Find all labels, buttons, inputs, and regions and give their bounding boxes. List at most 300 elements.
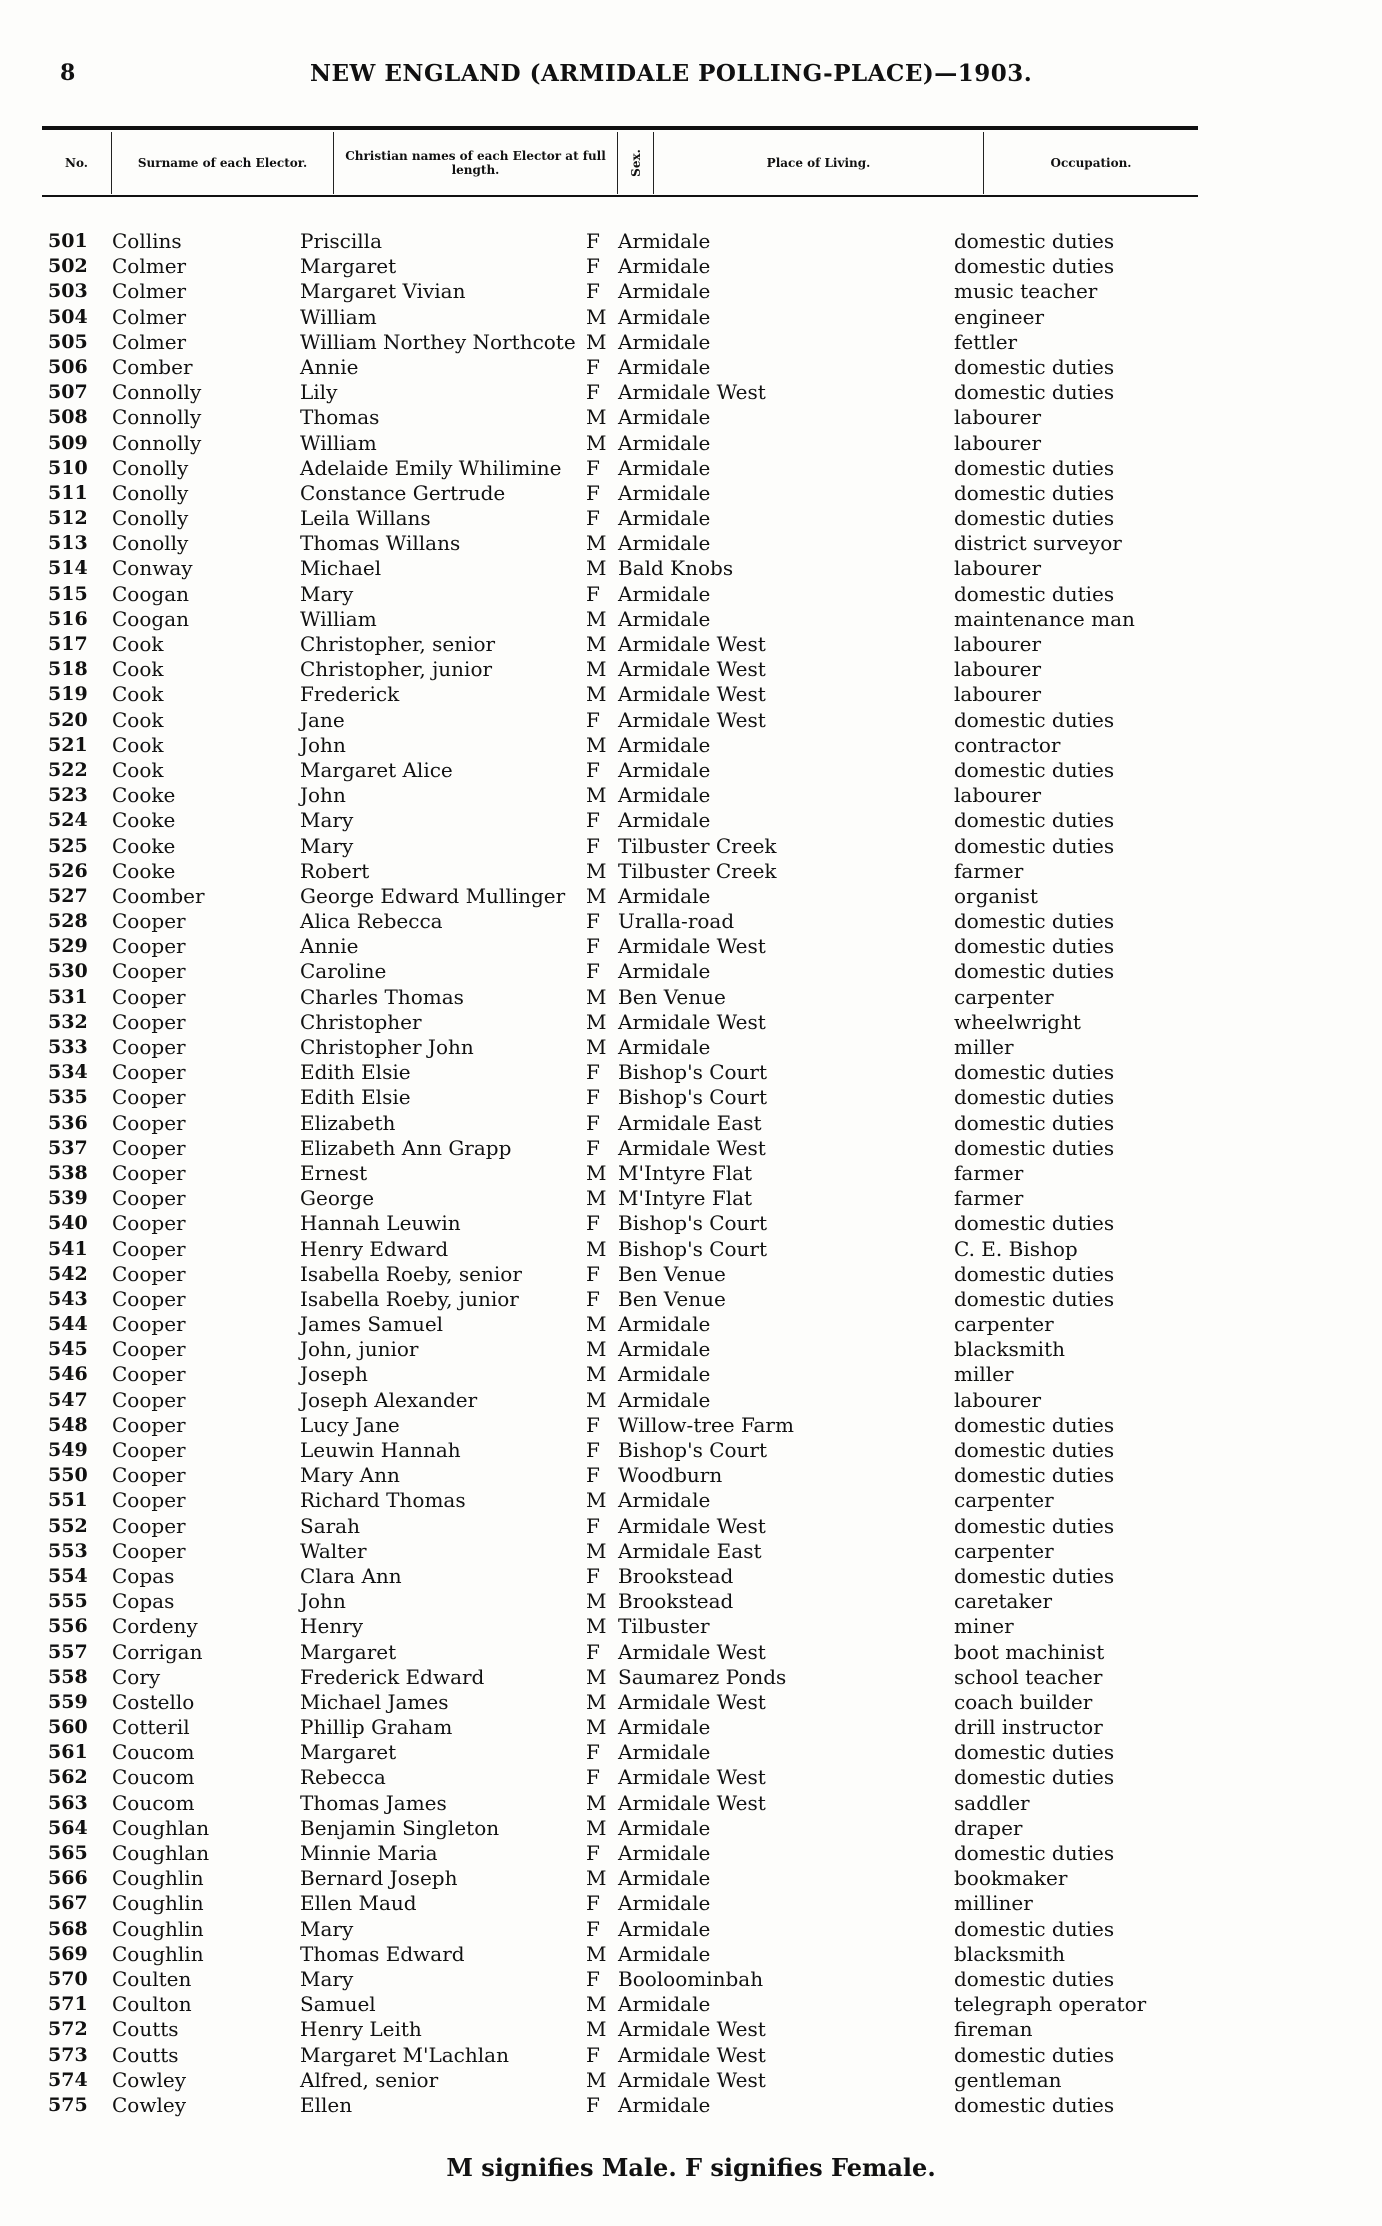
elector-occupation: domestic duties xyxy=(954,506,1115,531)
elector-christian-names: Elizabeth Ann Grapp xyxy=(300,1135,512,1160)
elector-number: 507 xyxy=(48,381,88,404)
elector-occupation: miller xyxy=(954,1035,1014,1059)
elector-occupation: domestic duties xyxy=(954,757,1115,782)
elector-occupation: domestic duties xyxy=(954,808,1115,833)
elector-number: 551 xyxy=(48,1489,88,1512)
elector-occupation: domestic duties xyxy=(954,1841,1115,1865)
elector-number: 550 xyxy=(48,1464,88,1487)
elector-christian-names: Benjamin Singleton xyxy=(300,1815,500,1840)
table-row xyxy=(0,808,1382,833)
elector-occupation: maintenance man xyxy=(954,606,1135,631)
elector-surname: Cook xyxy=(112,757,164,782)
elector-christian-names: Rebecca xyxy=(300,1765,386,1790)
elector-surname: Connolly xyxy=(112,430,202,455)
elector-christian-names: Samuel xyxy=(300,1992,376,2017)
elector-place: Ben Venue xyxy=(618,1286,726,1311)
elector-sex: F xyxy=(586,1966,600,1991)
table-row xyxy=(0,405,1382,430)
elector-place: Armidale West xyxy=(618,1639,766,1664)
elector-place: Armidale xyxy=(618,405,711,430)
elector-surname: Cowley xyxy=(112,2067,186,2092)
elector-number: 526 xyxy=(48,859,88,882)
elector-surname: Coogan xyxy=(112,581,189,606)
elector-place: Armidale xyxy=(618,430,711,455)
elector-christian-names: Christopher xyxy=(300,1009,422,1034)
elector-surname: Cooper xyxy=(112,1337,186,1362)
elector-sex: M xyxy=(586,1790,607,1815)
elector-occupation: district surveyor xyxy=(954,531,1122,556)
elector-sex: F xyxy=(586,1639,600,1664)
elector-christian-names: Christopher John xyxy=(300,1035,474,1059)
elector-surname: Coutts xyxy=(112,2042,179,2067)
elector-occupation: fireman xyxy=(954,2017,1033,2042)
elector-occupation: engineer xyxy=(954,304,1045,329)
elector-sex: F xyxy=(586,707,600,732)
elector-number: 531 xyxy=(48,985,88,1008)
elector-christian-names: Sarah xyxy=(300,1513,360,1538)
elector-occupation: labourer xyxy=(954,682,1042,707)
elector-occupation: bookmaker xyxy=(954,1866,1068,1891)
table-row xyxy=(0,607,1382,632)
table-row xyxy=(0,1967,1382,1992)
elector-sex: F xyxy=(586,1463,600,1488)
elector-sex: F xyxy=(586,1740,600,1765)
elector-occupation: farmer xyxy=(954,1160,1024,1185)
elector-sex: M xyxy=(586,1689,607,1714)
elector-sex: M xyxy=(586,984,607,1009)
elector-list xyxy=(0,229,1382,2118)
table-row xyxy=(0,632,1382,657)
elector-place: Saumarez Ponds xyxy=(618,1664,787,1689)
table-row xyxy=(0,1891,1382,1916)
elector-christian-names: Edith Elsie xyxy=(300,1060,411,1085)
elector-place: Bishop's Court xyxy=(618,1211,768,1236)
elector-number: 559 xyxy=(48,1690,88,1713)
elector-sex: M xyxy=(586,1866,607,1891)
elector-christian-names: Hannah Leuwin xyxy=(300,1211,461,1236)
elector-sex: M xyxy=(586,858,607,883)
elector-surname: Cooper xyxy=(112,1060,186,1085)
elector-place: Armidale East xyxy=(618,1110,762,1135)
elector-occupation: domestic duties xyxy=(954,455,1115,480)
elector-christian-names: William xyxy=(300,606,377,631)
elector-number: 528 xyxy=(48,910,88,933)
header-sex-label: Sex. xyxy=(628,149,643,177)
elector-place: Armidale xyxy=(618,1916,711,1941)
elector-number: 519 xyxy=(48,683,88,706)
elector-sex: F xyxy=(586,808,600,833)
elector-place: Armidale xyxy=(618,1815,711,1840)
elector-number: 523 xyxy=(48,784,88,807)
table-row xyxy=(0,254,1382,279)
elector-sex: F xyxy=(586,757,600,782)
elector-place: Armidale xyxy=(618,606,711,631)
elector-place: Armidale xyxy=(618,1035,711,1059)
table-row xyxy=(0,431,1382,456)
elector-surname: Cowley xyxy=(112,2092,186,2117)
elector-christian-names: Frederick Edward xyxy=(300,1664,485,1689)
elector-surname: Connolly xyxy=(112,405,202,430)
elector-occupation: labourer xyxy=(954,430,1042,455)
elector-occupation: boot machinist xyxy=(954,1639,1105,1664)
elector-sex: F xyxy=(586,833,600,858)
elector-christian-names: Margaret Vivian xyxy=(300,279,466,304)
elector-place: Armidale xyxy=(618,254,711,279)
table-row xyxy=(0,1237,1382,1262)
elector-christian-names: Charles Thomas xyxy=(300,984,464,1009)
elector-occupation: labourer xyxy=(954,405,1042,430)
elector-occupation: caretaker xyxy=(954,1589,1052,1614)
elector-occupation: saddler xyxy=(954,1790,1030,1815)
elector-place: Armidale xyxy=(618,229,711,253)
elector-number: 564 xyxy=(48,1816,88,1839)
table-row xyxy=(0,2068,1382,2093)
elector-sex: M xyxy=(586,2017,607,2042)
elector-place: M'Intyre Flat xyxy=(618,1186,753,1211)
elector-sex: M xyxy=(586,1614,607,1639)
elector-occupation: carpenter xyxy=(954,984,1054,1009)
elector-place: Armidale xyxy=(618,1715,711,1740)
elector-sex: F xyxy=(586,480,600,505)
elector-christian-names: Michael James xyxy=(300,1689,449,1714)
elector-occupation: domestic duties xyxy=(954,581,1115,606)
table-row xyxy=(0,2093,1382,2118)
elector-occupation: miller xyxy=(954,1362,1014,1387)
elector-sex: M xyxy=(586,1387,607,1412)
elector-sex: M xyxy=(586,1186,607,1211)
elector-sex: F xyxy=(586,1563,600,1588)
table-row xyxy=(0,1992,1382,2017)
elector-sex: M xyxy=(586,732,607,757)
elector-occupation: blacksmith xyxy=(954,1337,1065,1362)
elector-occupation: school teacher xyxy=(954,1664,1103,1689)
elector-christian-names: Frederick xyxy=(300,682,400,707)
elector-christian-names: Isabella Roeby, junior xyxy=(300,1286,519,1311)
elector-occupation: labourer xyxy=(954,783,1042,808)
elector-number: 505 xyxy=(48,330,88,353)
elector-christian-names: Joseph Alexander xyxy=(300,1387,478,1412)
elector-sex: M xyxy=(586,1160,607,1185)
elector-christian-names: Priscilla xyxy=(300,229,382,253)
table-row xyxy=(0,708,1382,733)
elector-sex: M xyxy=(586,430,607,455)
table-row xyxy=(0,1287,1382,1312)
elector-number: 509 xyxy=(48,431,88,454)
elector-place: Armidale xyxy=(618,757,711,782)
elector-number: 533 xyxy=(48,1036,88,1058)
elector-surname: Cooper xyxy=(112,1186,186,1211)
elector-christian-names: Thomas xyxy=(300,405,380,430)
table-row xyxy=(0,1035,1382,1060)
elector-sex: M xyxy=(586,783,607,808)
elector-place: Tilbuster Creek xyxy=(618,858,777,883)
elector-number: 548 xyxy=(48,1413,88,1436)
elector-christian-names: Michael xyxy=(300,556,382,581)
elector-place: Bishop's Court xyxy=(618,1085,768,1110)
elector-surname: Coughlin xyxy=(112,1916,204,1941)
elector-place: Armidale West xyxy=(618,1513,766,1538)
elector-number: 532 xyxy=(48,1010,88,1033)
elector-christian-names: James Samuel xyxy=(300,1312,444,1337)
elector-occupation: domestic duties xyxy=(954,1211,1115,1236)
elector-surname: Colmer xyxy=(112,329,187,354)
elector-sex: M xyxy=(586,1312,607,1337)
elector-occupation: domestic duties xyxy=(954,2042,1115,2067)
elector-place: Armidale xyxy=(618,1740,711,1765)
elector-number: 502 xyxy=(48,255,88,278)
elector-occupation: milliner xyxy=(954,1891,1033,1916)
elector-sex: F xyxy=(586,959,600,984)
header-place: Place of Living. xyxy=(654,132,984,194)
elector-number: 565 xyxy=(48,1842,88,1864)
table-row xyxy=(0,859,1382,884)
elector-place: Willow-tree Farm xyxy=(618,1412,794,1437)
elector-christian-names: Robert xyxy=(300,858,370,883)
elector-surname: Conolly xyxy=(112,480,189,505)
elector-occupation: domestic duties xyxy=(954,1110,1115,1135)
header-surname: Surname of each Elector. xyxy=(112,132,334,194)
table-row xyxy=(0,556,1382,581)
table-row xyxy=(0,582,1382,607)
elector-sex: F xyxy=(586,1412,600,1437)
elector-christian-names: Mary Ann xyxy=(300,1463,400,1488)
elector-number: 518 xyxy=(48,658,88,681)
elector-number: 557 xyxy=(48,1640,88,1663)
table-row xyxy=(0,1791,1382,1816)
elector-occupation: gentleman xyxy=(954,2067,1062,2092)
elector-surname: Conolly xyxy=(112,506,189,531)
elector-occupation: domestic duties xyxy=(954,1463,1115,1488)
elector-place: Armidale xyxy=(618,2092,711,2117)
elector-number: 558 xyxy=(48,1665,88,1688)
elector-place: Ben Venue xyxy=(618,1261,726,1286)
elector-christian-names: Christopher, junior xyxy=(300,657,493,682)
elector-sex: F xyxy=(586,2042,600,2067)
elector-surname: Cooper xyxy=(112,1387,186,1412)
elector-occupation: domestic duties xyxy=(954,2092,1115,2117)
elector-sex: F xyxy=(586,1060,600,1085)
elector-sex: F xyxy=(586,254,600,279)
page-title: NEW ENGLAND (ARMIDALE POLLING-PLACE)—1903. xyxy=(310,60,1033,87)
elector-occupation: carpenter xyxy=(954,1538,1054,1563)
elector-number: 542 xyxy=(48,1262,88,1285)
elector-sex: F xyxy=(586,1891,600,1916)
elector-surname: Cooper xyxy=(112,934,186,959)
page-number: 8 xyxy=(60,60,76,86)
elector-place: Armidale xyxy=(618,455,711,480)
elector-christian-names: Clara Ann xyxy=(300,1563,402,1588)
elector-number: 516 xyxy=(48,607,88,630)
elector-sex: F xyxy=(586,1513,600,1538)
elector-occupation: labourer xyxy=(954,632,1042,656)
table-row xyxy=(0,279,1382,304)
elector-christian-names: Margaret Alice xyxy=(300,757,453,782)
elector-sex: M xyxy=(586,1337,607,1362)
elector-occupation: domestic duties xyxy=(954,1966,1115,1991)
table-row xyxy=(0,1765,1382,1790)
table-row xyxy=(0,1060,1382,1085)
table-row xyxy=(0,2017,1382,2042)
elector-number: 568 xyxy=(48,1917,88,1940)
elector-christian-names: Richard Thomas xyxy=(300,1488,466,1513)
elector-place: Armidale xyxy=(618,480,711,505)
elector-number: 561 xyxy=(48,1741,88,1764)
elector-sex: F xyxy=(586,1211,600,1236)
elector-christian-names: Henry Edward xyxy=(300,1236,449,1261)
elector-christian-names: Ellen Maud xyxy=(300,1891,417,1916)
elector-christian-names: Alica Rebecca xyxy=(300,909,443,934)
table-row xyxy=(0,884,1382,909)
elector-number: 555 xyxy=(48,1590,88,1613)
elector-place: Tilbuster Creek xyxy=(618,833,777,858)
elector-occupation: labourer xyxy=(954,657,1042,682)
elector-christian-names: Mary xyxy=(300,1966,354,1991)
elector-occupation: domestic duties xyxy=(954,707,1115,732)
elector-surname: Cooper xyxy=(112,1463,186,1488)
elector-place: Armidale xyxy=(618,304,711,329)
elector-sex: M xyxy=(586,1715,607,1740)
elector-christian-names: Mary xyxy=(300,1916,354,1941)
table-row xyxy=(0,1010,1382,1035)
elector-place: Armidale West xyxy=(618,682,766,707)
elector-surname: Cooper xyxy=(112,1513,186,1538)
table-row xyxy=(0,305,1382,330)
elector-occupation: domestic duties xyxy=(954,354,1115,379)
elector-place: Tilbuster xyxy=(618,1614,710,1639)
elector-number: 515 xyxy=(48,582,88,605)
elector-number: 510 xyxy=(48,456,88,479)
elector-place: Bishop's Court xyxy=(618,1236,768,1261)
table-row xyxy=(0,531,1382,556)
elector-surname: Cooper xyxy=(112,1236,186,1261)
elector-occupation: blacksmith xyxy=(954,1941,1065,1966)
table-row xyxy=(0,985,1382,1010)
elector-number: 547 xyxy=(48,1388,88,1411)
elector-surname: Coucom xyxy=(112,1765,195,1790)
elector-christian-names: Walter xyxy=(300,1538,367,1563)
elector-occupation: domestic duties xyxy=(954,1060,1115,1085)
table-row xyxy=(0,758,1382,783)
elector-surname: Coucom xyxy=(112,1740,195,1765)
elector-occupation: domestic duties xyxy=(954,1261,1115,1286)
elector-occupation: carpenter xyxy=(954,1312,1054,1337)
elector-surname: Cooper xyxy=(112,1286,186,1311)
header-top-rule xyxy=(42,126,1198,130)
elector-place: Armidale East xyxy=(618,1538,762,1563)
elector-occupation: drill instructor xyxy=(954,1715,1103,1740)
elector-christian-names: Thomas James xyxy=(300,1790,447,1815)
elector-number: 512 xyxy=(48,507,88,530)
elector-surname: Cooper xyxy=(112,1538,186,1563)
table-row xyxy=(0,1463,1382,1488)
elector-sex: M xyxy=(586,883,607,908)
elector-surname: Coughlan xyxy=(112,1841,210,1865)
elector-christian-names: Mary xyxy=(300,833,354,858)
elector-number: 520 xyxy=(48,708,88,731)
elector-place: Armidale West xyxy=(618,2017,766,2042)
elector-surname: Coughlin xyxy=(112,1866,204,1891)
table-row xyxy=(0,355,1382,380)
elector-place: Armidale xyxy=(618,959,711,984)
elector-place: Armidale xyxy=(618,1387,711,1412)
elector-sex: F xyxy=(586,1085,600,1110)
table-row xyxy=(0,1942,1382,1967)
elector-place: Armidale xyxy=(618,1992,711,2017)
elector-sex: F xyxy=(586,1261,600,1286)
elector-place: Bishop's Court xyxy=(618,1060,768,1085)
elector-christian-names: Annie xyxy=(300,354,359,379)
elector-place: Armidale xyxy=(618,531,711,556)
elector-surname: Coutts xyxy=(112,2017,179,2042)
elector-occupation: domestic duties xyxy=(954,1085,1115,1110)
elector-sex: F xyxy=(586,1841,600,1865)
elector-surname: Cordeny xyxy=(112,1614,198,1639)
elector-number: 560 xyxy=(48,1716,88,1739)
table-row xyxy=(0,783,1382,808)
elector-sex: F xyxy=(586,581,600,606)
elector-christian-names: Mary xyxy=(300,581,354,606)
elector-surname: Cook xyxy=(112,682,164,707)
elector-christian-names: John xyxy=(300,732,346,757)
elector-place: Armidale xyxy=(618,1841,711,1865)
elector-surname: Cooper xyxy=(112,1488,186,1513)
elector-surname: Cook xyxy=(112,732,164,757)
elector-occupation: C. E. Bishop xyxy=(954,1236,1078,1261)
elector-occupation: domestic duties xyxy=(954,1916,1115,1941)
elector-surname: Cooper xyxy=(112,909,186,934)
elector-number: 513 xyxy=(48,532,88,555)
elector-number: 571 xyxy=(48,1993,88,2016)
table-row xyxy=(0,733,1382,758)
elector-christian-names: Margaret M'Lachlan xyxy=(300,2042,509,2067)
elector-christian-names: Jane xyxy=(300,707,345,732)
elector-surname: Cooper xyxy=(112,1135,186,1160)
elector-surname: Cooke xyxy=(112,858,176,883)
elector-surname: Cooper xyxy=(112,1362,186,1387)
table-row xyxy=(0,1136,1382,1161)
elector-occupation: domestic duties xyxy=(954,1740,1115,1765)
elector-occupation: carpenter xyxy=(954,1488,1054,1513)
elector-place: Armidale xyxy=(618,1362,711,1387)
elector-surname: Cooper xyxy=(112,1438,186,1462)
elector-sex: M xyxy=(586,304,607,329)
footer-legend: M signifies Male. F signifies Female. xyxy=(446,2153,936,2182)
elector-number: 508 xyxy=(48,406,88,429)
elector-christian-names: George xyxy=(300,1186,375,1211)
elector-place: Armidale xyxy=(618,783,711,808)
header-no: No. xyxy=(42,132,112,194)
elector-surname: Cooke xyxy=(112,808,176,833)
table-row xyxy=(0,909,1382,934)
elector-sex: M xyxy=(586,2067,607,2092)
elector-occupation: domestic duties xyxy=(954,959,1115,984)
elector-place: Armidale West xyxy=(618,1689,766,1714)
table-row xyxy=(0,1438,1382,1463)
elector-christian-names: Ellen xyxy=(300,2092,353,2117)
elector-occupation: labourer xyxy=(954,1387,1042,1412)
elector-sex: F xyxy=(586,455,600,480)
elector-place: Armidale West xyxy=(618,657,766,682)
elector-place: Armidale West xyxy=(618,380,766,405)
elector-sex: F xyxy=(586,2092,600,2117)
elector-surname: Cooper xyxy=(112,959,186,984)
elector-sex: M xyxy=(586,632,607,656)
elector-surname: Connolly xyxy=(112,380,202,405)
elector-sex: M xyxy=(586,1664,607,1689)
elector-occupation: domestic duties xyxy=(954,254,1115,279)
table-row xyxy=(0,1614,1382,1639)
elector-number: 524 xyxy=(48,809,88,832)
